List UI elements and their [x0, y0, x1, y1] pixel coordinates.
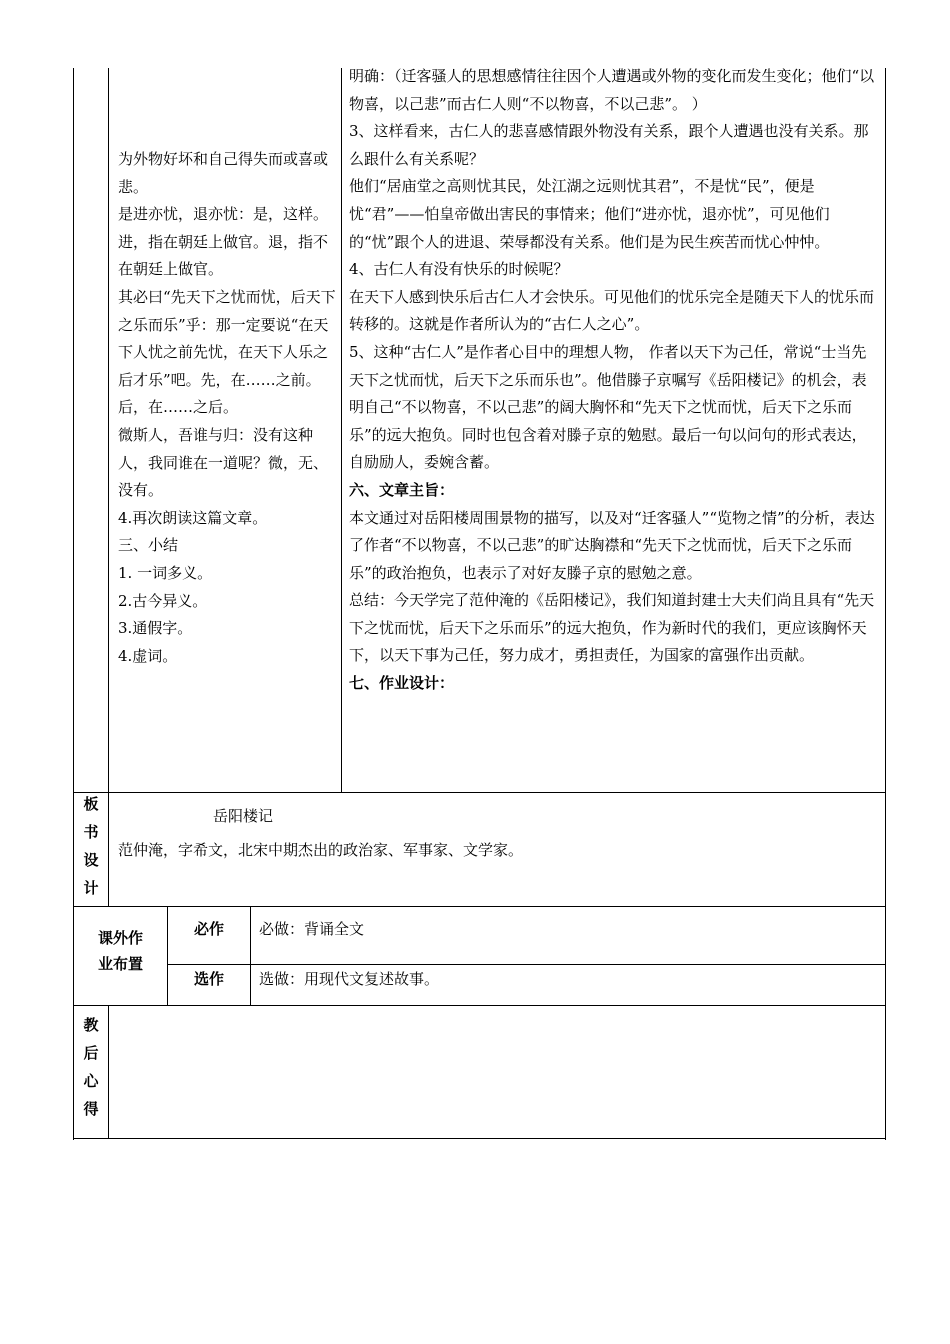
board-label-char: 板	[83, 795, 99, 813]
right-paragraph: 在天下人感到快乐后古仁人才会快乐。可见他们的忧乐完全是随天下人的忧乐而转移的。这就是作者所认为的“古仁人之心”。	[349, 287, 875, 334]
left-paragraph: 为外物好坏和自己得失而或喜或悲。	[118, 150, 329, 196]
optional-text: 选做：用现代文复述故事。	[259, 970, 440, 988]
right-paragraph: 4、古仁人有没有快乐的时候呢？	[349, 260, 569, 279]
left-paragraph: 是进亦忧，退亦忧：是，这样。进，指在朝廷上做官。退，指不在朝廷上做官。	[118, 205, 329, 279]
board-label-char: 设	[83, 851, 99, 869]
left-paragraph: 2.古今异义。	[118, 591, 208, 610]
board-label-char: 计	[83, 879, 99, 897]
homework-label-line: 课外作	[97, 929, 143, 947]
homework-label-line: 业布置	[97, 955, 143, 973]
reflection-label-char: 得	[83, 1100, 99, 1118]
required-text: 必做：背诵全文	[259, 920, 365, 938]
section6-body: 本文通过对岳阳楼周围景物的描写，以及对“迁客骚人”“览物之情”的分析，表达了作者“不以物喜，不以己悲”的旷达胸襟和“先天下之忧而忧，后天下之乐而乐”的政治抱负，也表示了对好友滕子京的慰勉之意。	[349, 508, 875, 582]
left-paragraph: 4.虚词。	[118, 646, 178, 665]
section7-heading: 七、作业设计：	[349, 674, 455, 693]
reflection-label	[74, 1011, 108, 1123]
reflection-label-char: 教	[83, 1016, 99, 1034]
required-label: 必作	[193, 920, 224, 938]
reflection-label-char: 后	[83, 1044, 99, 1062]
homework-label	[74, 925, 167, 977]
left-paragraph: 4.再次朗读这篇文章。	[118, 508, 268, 527]
left-paragraph: 微斯人，吾谁与归：没有这种人，我同谁在一道呢？微，无、没有。	[118, 425, 329, 500]
optional-label: 选作	[193, 970, 224, 988]
section6-summary: 总结：今天学完了范仲淹的《岳阳楼记》，我们知道封建士大夫们尚且具有“先天下之忧而忧，后天下之乐而乐”的远大抱负，作为新时代的我们，更应该胸怀天下，以天下事为己任，努力成才，勇担责任，为国家的富强作出贡献。	[349, 591, 875, 665]
left-paragraph: 1. 一词多义。	[118, 563, 213, 582]
board-title: 岳阳楼记	[213, 807, 274, 825]
left-column	[118, 146, 336, 670]
board-label-char: 书	[83, 823, 99, 841]
right-paragraph: 3、这样看来，古仁人的悲喜感情跟外物没有关系，跟个人遭遇也没有关系。那么跟什么有关系呢？	[349, 122, 869, 168]
left-paragraph: 3.通假字。	[118, 619, 193, 638]
left-paragraph: 三、小结	[118, 536, 179, 555]
right-column	[349, 63, 879, 698]
right-paragraph: 5、这种“古仁人”是作者心目中的理想人物， 作者以天下为己任，常说“士当先天下之忧而忧，后天下之乐而乐也”。他借滕子京嘱写《岳阳楼记》的机会，表明自己“不以物喜，不以己悲”的阔大胸怀和“先天下之忧而忧，后天下之乐而乐”的远大抱负。同时也包含着对滕子京的勉慰。最后一句以问句的形式表达，自励励人，委婉含蓄。	[349, 342, 867, 472]
right-paragraph: 明确：（迁客骚人的思想感情往往因个人遭遇或外物的变化而发生变化；他们“以物喜，以己悲”而古仁人则“不以物喜，不以己悲”。 ）	[349, 67, 875, 113]
board-label	[74, 790, 108, 902]
section6-heading: 六、文章主旨：	[349, 480, 455, 499]
board-line: 范仲淹，字希文，北宋中期杰出的政治家、军事家、文学家。	[118, 841, 524, 859]
left-paragraph: 其必曰“先天下之忧而忧，后天下之乐而乐”乎：那一定要说“在天下人忧之前先忧，在天下人乐之后才乐”吧。先，在……之前。后，在……之后。	[118, 287, 336, 417]
right-paragraph: 他们“居庙堂之高则忧其民，处江湖之远则忧其君”，不是忧“民”，便是忧“君”——怕皇帝做出害民的事情来；他们“进亦忧，退亦忧”，可见他们的“忧”跟个人的进退、荣辱都没有关系。他们是为民生疾苦而忧心忡忡。	[349, 177, 830, 251]
reflection-label-char: 心	[83, 1072, 99, 1090]
